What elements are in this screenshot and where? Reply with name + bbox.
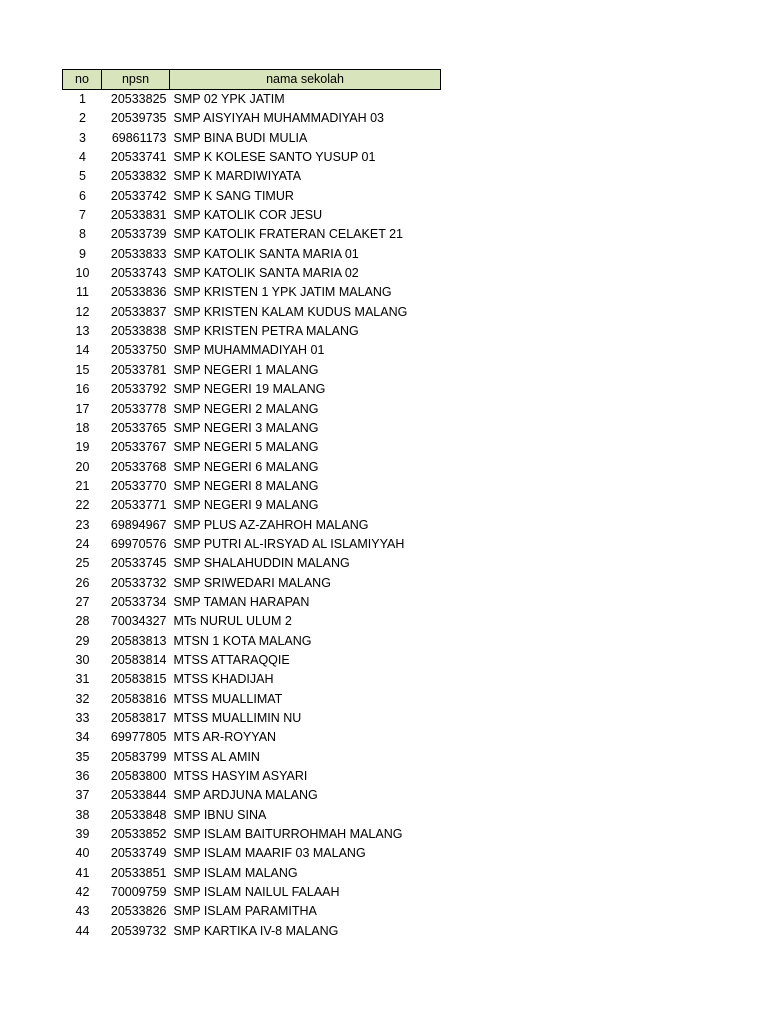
- row-npsn: 20533770: [110, 478, 167, 493]
- row-school-name: SMP MUHAMMADIYAH 01: [173, 343, 325, 358]
- row-school-name: SMP KATOLIK FRATERAN CELAKET 21: [173, 227, 403, 242]
- row-school-name: MTSS HASYIM ASYARI: [173, 769, 308, 784]
- table-row: [63, 922, 441, 941]
- row-school-name: SMP KATOLIK SANTA MARIA 01: [173, 246, 359, 261]
- row-number: 16: [75, 382, 90, 397]
- row-npsn: 20533743: [110, 266, 167, 281]
- row-number: 9: [79, 246, 86, 261]
- row-npsn: 20533734: [110, 594, 167, 609]
- row-npsn: 20533831: [110, 208, 167, 223]
- row-npsn: 69894967: [110, 517, 167, 532]
- row-number: 10: [75, 266, 90, 281]
- row-number: 33: [75, 711, 90, 725]
- row-school-name: SMP AISYIYAH MUHAMMADIYAH 03: [173, 111, 384, 126]
- table-row: [63, 264, 441, 283]
- row-number: 4: [79, 150, 86, 165]
- row-number: 12: [75, 304, 90, 319]
- row-npsn: 20533778: [110, 401, 167, 416]
- row-npsn: 20533826: [110, 904, 167, 919]
- table-row: [63, 709, 441, 728]
- table-row: [63, 109, 441, 128]
- row-school-name: SMP ISLAM NAILUL FALAAH: [173, 885, 340, 900]
- row-npsn: 20533848: [110, 807, 167, 822]
- row-npsn: 20533832: [110, 169, 167, 184]
- row-number: 37: [75, 788, 90, 803]
- table-row: [63, 728, 441, 747]
- row-npsn: 20533838: [110, 324, 167, 339]
- table-row: [63, 554, 441, 573]
- table-row: [63, 593, 441, 612]
- table-row: [63, 400, 441, 419]
- row-school-name: SMP TAMAN HARAPAN: [173, 594, 310, 609]
- table-row: [63, 361, 441, 380]
- row-school-name: SMP NEGERI 19 MALANG: [173, 382, 326, 397]
- row-school-name: SMP ISLAM MALANG: [173, 865, 298, 880]
- row-number: 3: [79, 130, 86, 145]
- row-npsn: 20533745: [110, 556, 167, 571]
- row-npsn: 20539732: [110, 923, 167, 938]
- row-number: 8: [79, 227, 86, 242]
- row-school-name: SMP 02 YPK JATIM: [173, 92, 285, 106]
- school-list-sheet: [62, 69, 441, 941]
- table-row: [63, 864, 441, 883]
- row-npsn: 20533837: [110, 304, 167, 319]
- row-school-name: SMP ISLAM BAITURROHMAH MALANG: [173, 827, 403, 842]
- row-school-name: MTSS MUALLIMIN NU: [173, 711, 302, 725]
- table-row: [63, 670, 441, 689]
- table-row: [63, 748, 441, 767]
- row-number: 23: [75, 517, 90, 532]
- row-number: 17: [75, 401, 90, 416]
- row-number: 36: [75, 769, 90, 784]
- row-npsn: 20583816: [110, 691, 167, 706]
- row-npsn: 70034327: [110, 614, 167, 629]
- row-number: 13: [75, 324, 90, 339]
- row-npsn: 20533749: [110, 846, 167, 861]
- row-number: 29: [75, 633, 90, 648]
- row-number: 6: [79, 188, 86, 203]
- table-row: [63, 322, 441, 341]
- row-number: 22: [75, 498, 90, 513]
- row-school-name: SMP NEGERI 1 MALANG: [173, 362, 319, 377]
- table-row: [63, 148, 441, 167]
- row-npsn: 20533732: [110, 575, 167, 590]
- table-row: [63, 245, 441, 264]
- row-school-name: MTSS KHADIJAH: [173, 672, 274, 687]
- row-number: 35: [75, 749, 90, 764]
- row-school-name: MTSS AL AMIN: [173, 749, 260, 764]
- row-number: 7: [79, 208, 86, 223]
- table-row: [63, 380, 441, 399]
- header-row: [63, 70, 441, 90]
- row-number: 2: [79, 111, 86, 126]
- row-number: 39: [75, 827, 90, 842]
- row-npsn: 20533739: [110, 227, 167, 242]
- row-number: 11: [76, 285, 89, 300]
- row-school-name: SMP NEGERI 3 MALANG: [173, 420, 319, 435]
- table-row: [63, 535, 441, 554]
- row-school-name: MTs NURUL ULUM 2: [173, 614, 292, 629]
- row-npsn: 20539735: [110, 111, 167, 126]
- header-no: no: [63, 70, 102, 90]
- table-row: [63, 129, 441, 148]
- row-school-name: SMP IBNU SINA: [173, 807, 267, 822]
- table-header: [63, 70, 441, 90]
- row-npsn: 20533851: [110, 865, 167, 880]
- row-npsn: 20533825: [110, 92, 167, 106]
- row-school-name: MTSS ATTARAQQIE: [173, 652, 290, 667]
- row-school-name: SMP NEGERI 5 MALANG: [173, 440, 319, 455]
- row-school-name: SMP NEGERI 2 MALANG: [173, 401, 319, 416]
- row-school-name: SMP K KOLESE SANTO YUSUP 01: [173, 150, 376, 165]
- row-number: 26: [75, 575, 90, 590]
- table-row: [63, 651, 441, 670]
- row-number: 28: [75, 614, 90, 629]
- row-school-name: SMP NEGERI 6 MALANG: [173, 459, 319, 474]
- table-row: [63, 767, 441, 786]
- row-number: 32: [75, 691, 90, 706]
- row-school-name: SMP PLUS AZ-ZAHROH MALANG: [173, 517, 369, 532]
- row-number: 34: [75, 730, 90, 745]
- row-number: 40: [75, 846, 90, 861]
- table-row: [63, 574, 441, 593]
- row-number: 1: [79, 92, 86, 106]
- row-school-name: SMP ARDJUNA MALANG: [173, 788, 318, 803]
- header-school-name: nama sekolah: [170, 70, 441, 90]
- row-npsn: 20533781: [110, 362, 167, 377]
- table-row: [63, 883, 441, 902]
- row-school-name: SMP KATOLIK SANTA MARIA 02: [173, 266, 359, 281]
- row-npsn: 20533765: [110, 420, 167, 435]
- row-school-name: SMP NEGERI 9 MALANG: [173, 498, 319, 513]
- row-school-name: SMP KRISTEN KALAM KUDUS MALANG: [173, 304, 408, 319]
- row-npsn: 20533844: [110, 788, 167, 803]
- row-number: 31: [75, 672, 90, 687]
- table-row: [63, 283, 441, 302]
- row-number: 20: [75, 459, 90, 474]
- row-npsn: 20533836: [110, 285, 167, 300]
- row-school-name: SMP PUTRI AL-IRSYAD AL ISLAMIYYAH: [173, 536, 405, 551]
- table-row: [63, 632, 441, 651]
- row-school-name: SMP KRISTEN 1 YPK JATIM MALANG: [173, 285, 392, 300]
- row-number: 15: [75, 362, 90, 377]
- row-school-name: SMP NEGERI 8 MALANG: [173, 478, 319, 493]
- row-npsn: 20583815: [110, 672, 167, 687]
- table-row: [63, 496, 441, 515]
- row-npsn: 20533742: [110, 188, 167, 203]
- row-number: 44: [75, 923, 90, 938]
- row-number: 5: [79, 169, 86, 184]
- table-row: [63, 825, 441, 844]
- row-number: 18: [75, 420, 90, 435]
- row-number: 21: [75, 478, 90, 493]
- table-row: [63, 303, 441, 322]
- row-npsn: 70009759: [110, 885, 167, 900]
- table-row: [63, 902, 441, 921]
- table-row: [63, 206, 441, 225]
- table-row: [63, 419, 441, 438]
- table-row: [63, 341, 441, 360]
- row-npsn: 20533792: [110, 382, 167, 397]
- table-row: [63, 438, 441, 457]
- row-number: 24: [75, 536, 90, 551]
- row-npsn: 69861173: [111, 130, 167, 145]
- row-number: 42: [75, 885, 90, 900]
- table-row: [63, 612, 441, 631]
- row-npsn: 20533741: [110, 150, 167, 165]
- row-npsn: 69970576: [110, 536, 167, 551]
- row-number: 30: [75, 652, 90, 667]
- row-npsn: 69977805: [110, 730, 167, 745]
- row-number: 43: [75, 904, 90, 919]
- row-npsn: 20533771: [110, 498, 167, 513]
- row-school-name: MTSS MUALLIMAT: [173, 691, 283, 706]
- row-school-name: SMP KATOLIK COR JESU: [173, 208, 323, 223]
- row-npsn: 20583813: [110, 633, 167, 648]
- row-npsn: 20533768: [110, 459, 167, 474]
- row-npsn: 20583817: [110, 711, 167, 725]
- table-row: [63, 458, 441, 477]
- school-table: [62, 69, 441, 941]
- row-number: 14: [75, 343, 90, 358]
- row-school-name: SMP ISLAM MAARIF 03 MALANG: [173, 846, 366, 861]
- row-npsn: 20533852: [110, 827, 167, 842]
- table-row: [63, 225, 441, 244]
- row-number: 27: [75, 594, 90, 609]
- row-school-name: SMP BINA BUDI MULIA: [173, 130, 308, 145]
- table-row: [63, 187, 441, 206]
- table-row: [63, 477, 441, 496]
- header-npsn: npsn: [102, 70, 170, 90]
- row-npsn: 20583800: [110, 769, 167, 784]
- row-school-name: SMP KRISTEN PETRA MALANG: [173, 324, 359, 339]
- row-number: 25: [75, 556, 90, 571]
- table-row: [63, 167, 441, 186]
- row-npsn: 20583799: [110, 749, 167, 764]
- row-npsn: 20583814: [110, 652, 167, 667]
- row-school-name: SMP SRIWEDARI MALANG: [173, 575, 331, 590]
- row-school-name: SMP ISLAM PARAMITHA: [173, 904, 317, 919]
- row-school-name: MTS AR-ROYYAN: [173, 730, 277, 745]
- row-school-name: SMP K SANG TIMUR: [173, 188, 294, 203]
- table-row: [63, 844, 441, 863]
- row-number: 38: [75, 807, 90, 822]
- row-npsn: 20533750: [110, 343, 167, 358]
- table-row: [63, 516, 441, 535]
- table-row: [63, 90, 441, 110]
- table-row: [63, 690, 441, 709]
- row-npsn: 20533833: [110, 246, 167, 261]
- table-row: [63, 786, 441, 805]
- row-npsn: 20533767: [110, 440, 167, 455]
- row-school-name: SMP SHALAHUDDIN MALANG: [173, 556, 350, 571]
- row-school-name: SMP KARTIKA IV-8 MALANG: [173, 923, 339, 938]
- row-school-name: MTSN 1 KOTA MALANG: [173, 633, 312, 648]
- table-body: [63, 90, 441, 942]
- row-number: 41: [75, 865, 90, 880]
- row-school-name: SMP K MARDIWIYATA: [173, 169, 302, 184]
- row-number: 19: [75, 440, 90, 455]
- table-row: [63, 806, 441, 825]
